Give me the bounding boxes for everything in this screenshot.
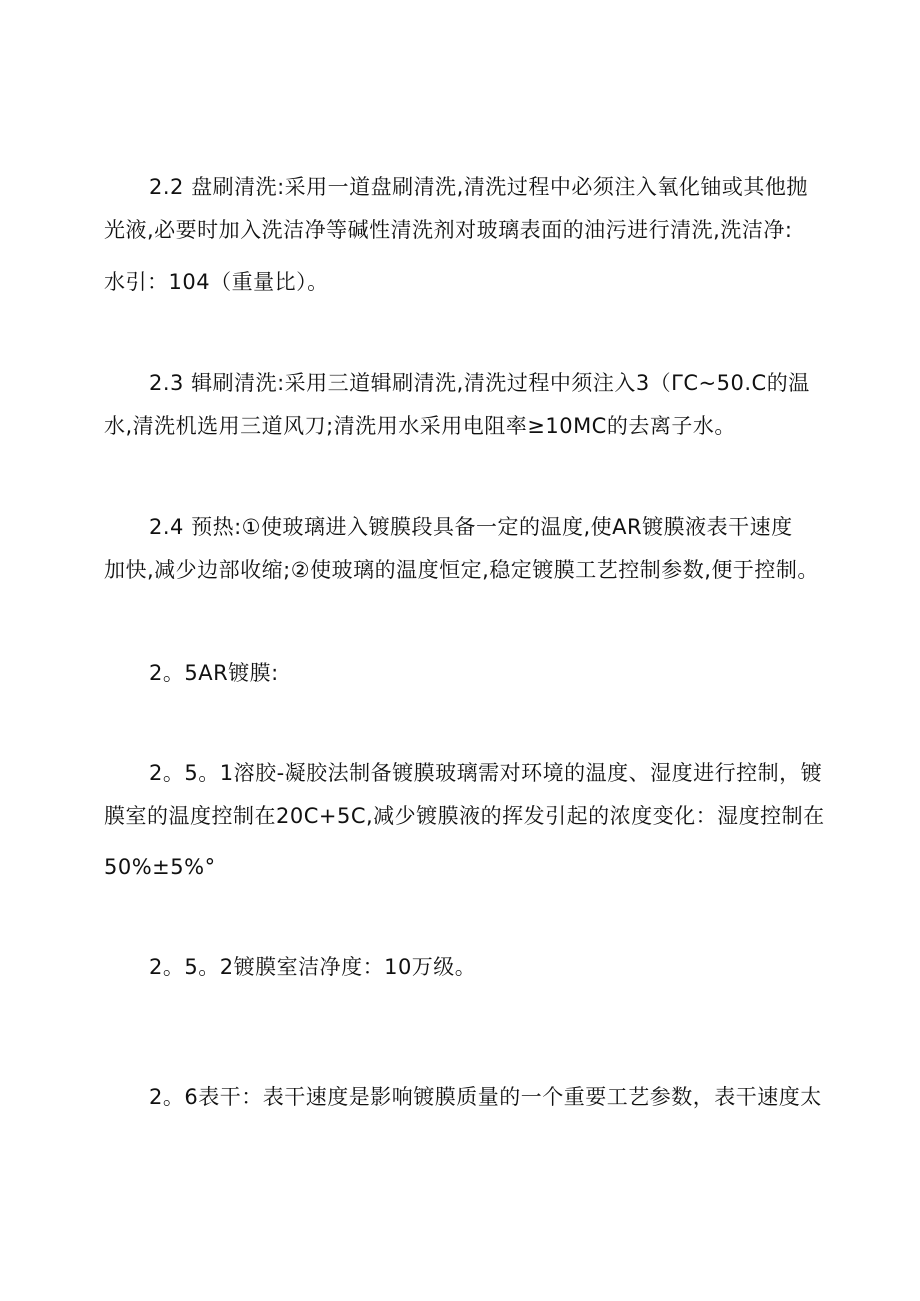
section-2-2-line-3: 水引：104（重量比）。 [104, 270, 329, 294]
section-2-3-line-2: 水,清洗机选用三道风刀;清洗用水采用电阻率≥10MC的去离子水。 [104, 414, 736, 438]
section-2-5-2-line-1: 2。5。2镀膜室洁净度：10万级。 [149, 955, 477, 979]
section-2-2-line-2: 光液,必要时加入洗洁净等碱性清洗剂对玻璃表面的油污进行清洗,洗洁净: [104, 218, 793, 242]
section-2-5-heading: 2。5AR镀膜: [149, 661, 279, 685]
section-2-5-1-line-3: 50%±5%° [104, 855, 216, 879]
section-2-2-line-1: 2.2 盘刷清洗:采用一道盘刷清洗,清洗过程中必须注入氧化铀或其他抛 [149, 175, 808, 199]
section-2-3-line-1: 2.3 辑刷清洗:采用三道辑刷清洗,清洗过程中须注入3（ΓC~50.C的温 [149, 371, 810, 395]
section-2-5-1-line-1: 2。5。1溶胶-凝胶法制备镀膜玻璃需对环境的温度、湿度进行控制，镀 [149, 761, 823, 785]
section-2-6-line-1: 2。6表干：表干速度是影响镀膜质量的一个重要工艺参数，表干速度太 [149, 1085, 822, 1109]
section-2-4-line-1: 2.4 预热:①使玻璃进入镀膜段具备一定的温度,使AR镀膜液表干速度 [149, 515, 793, 539]
section-2-5-1-line-2: 膜室的温度控制在20C+5C,减少镀膜液的挥发引起的浓度变化：湿度控制在 [104, 804, 825, 828]
section-2-4-line-2: 加快,减少边部收缩;②使玻璃的温度恒定,稳定镀膜工艺控制参数,便于控制。 [104, 558, 819, 582]
